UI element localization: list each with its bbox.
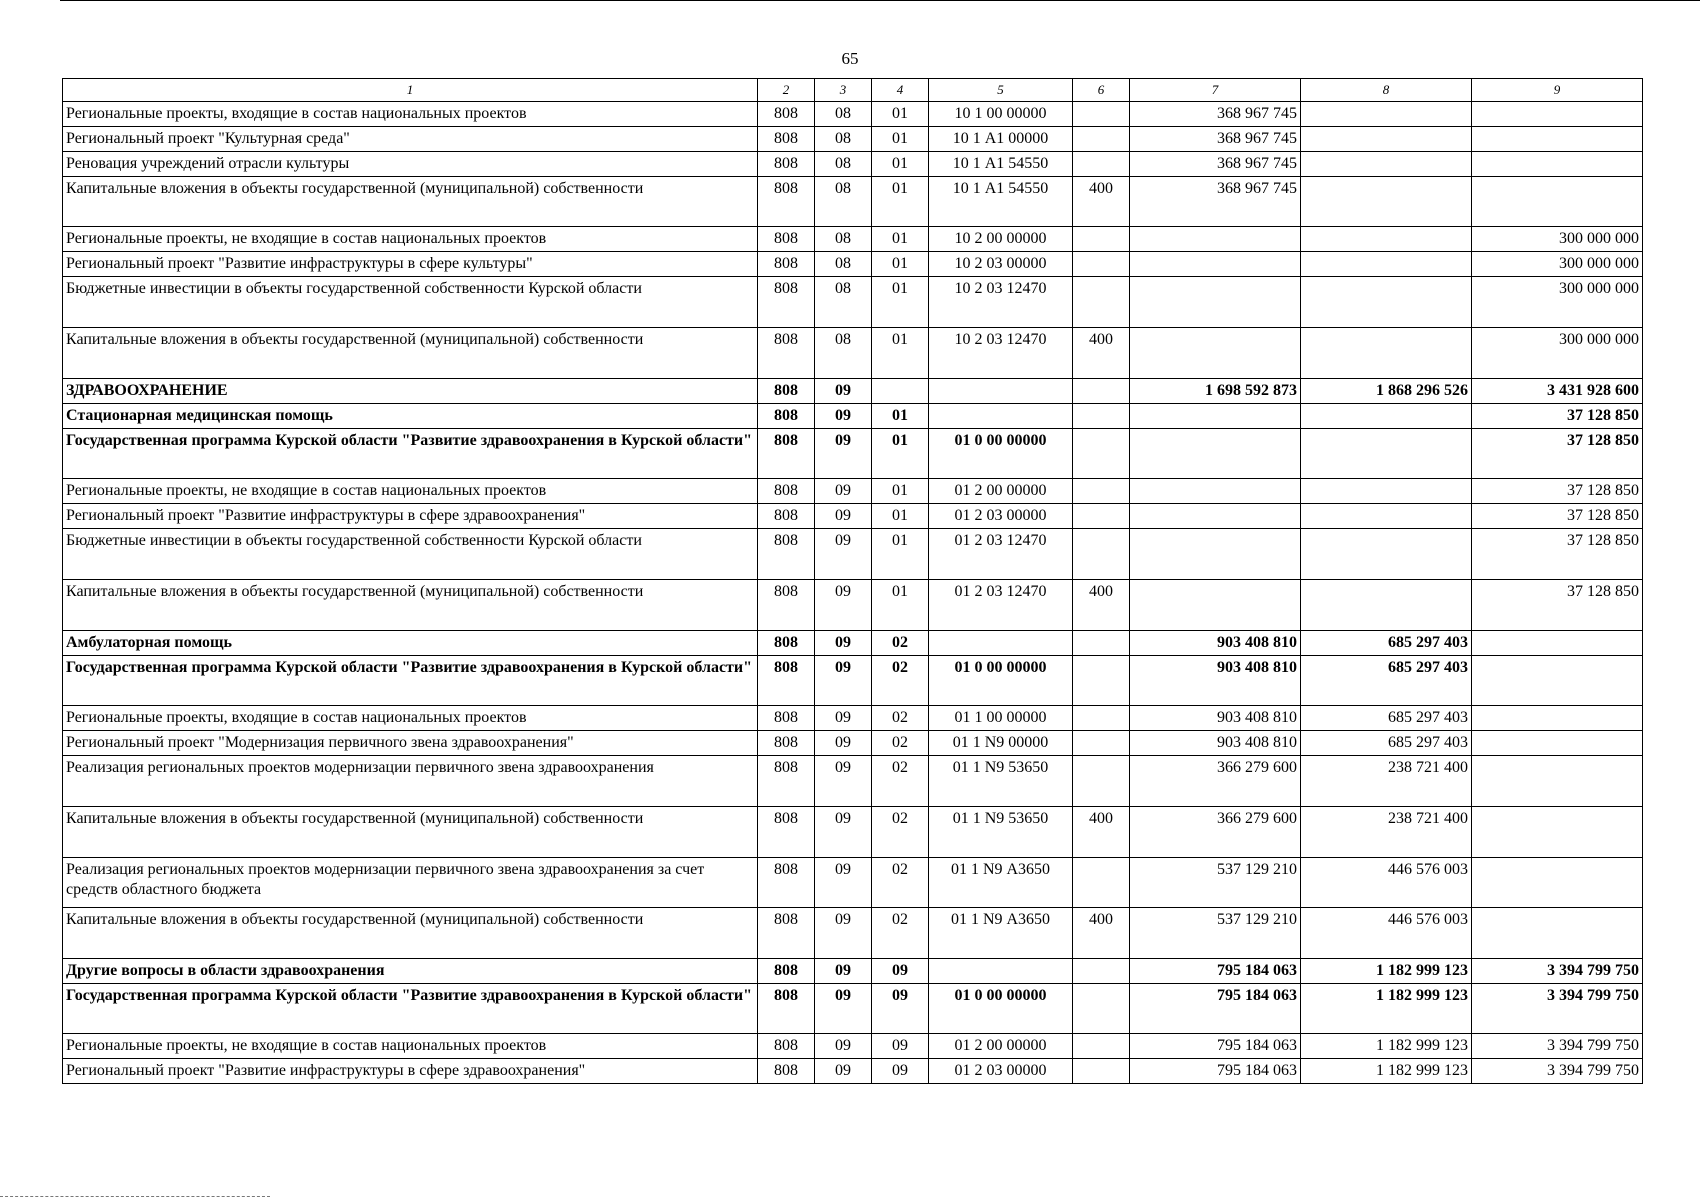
row-name: Другие вопросы в области здравоохранения bbox=[63, 959, 758, 984]
table-row bbox=[63, 1059, 1643, 1084]
cell-section: 08 bbox=[815, 252, 872, 277]
table-row bbox=[63, 959, 1643, 984]
cell-amount-col9: 3 394 799 750 bbox=[1472, 959, 1643, 984]
cell-expense-type bbox=[1073, 1059, 1130, 1084]
cell-section: 09 bbox=[815, 756, 872, 807]
cell-subsection: 09 bbox=[872, 1059, 929, 1084]
cell-ministry-code: 808 bbox=[758, 706, 815, 731]
cell-section: 09 bbox=[815, 479, 872, 504]
cell-expense-type bbox=[1073, 102, 1130, 127]
cell-expense-type bbox=[1073, 479, 1130, 504]
table-row bbox=[63, 252, 1643, 277]
cell-amount-col9 bbox=[1472, 152, 1643, 177]
cell-ministry-code: 808 bbox=[758, 479, 815, 504]
cell-target-article: 10 2 03 12470 bbox=[929, 277, 1073, 328]
cell-subsection: 09 bbox=[872, 959, 929, 984]
cell-target-article: 10 1 А1 00000 bbox=[929, 127, 1073, 152]
cell-subsection: 02 bbox=[872, 908, 929, 959]
cell-amount-col7: 366 279 600 bbox=[1130, 756, 1301, 807]
row-name: Государственная программа Курской области "Развитие здравоохранения в Курской области" bbox=[63, 429, 758, 479]
cell-expense-type bbox=[1073, 152, 1130, 177]
cell-subsection: 09 bbox=[872, 984, 929, 1034]
cell-ministry-code: 808 bbox=[758, 529, 815, 580]
row-name: Капитальные вложения в объекты государственной (муниципальной) собственности bbox=[63, 177, 758, 227]
row-name: Амбулаторная помощь bbox=[63, 631, 758, 656]
row-name: Капитальные вложения в объекты государственной (муниципальной) собственности bbox=[63, 908, 758, 959]
table-body bbox=[63, 102, 1643, 1084]
cell-ministry-code: 808 bbox=[758, 908, 815, 959]
table-row bbox=[63, 706, 1643, 731]
cell-amount-col9: 3 394 799 750 bbox=[1472, 1059, 1643, 1084]
cell-subsection: 01 bbox=[872, 252, 929, 277]
cell-subsection: 02 bbox=[872, 807, 929, 858]
cell-amount-col8 bbox=[1301, 580, 1472, 631]
cell-amount-col9 bbox=[1472, 102, 1643, 127]
cell-section: 09 bbox=[815, 908, 872, 959]
cell-amount-col9 bbox=[1472, 807, 1643, 858]
cell-ministry-code: 808 bbox=[758, 1034, 815, 1059]
table-row bbox=[63, 908, 1643, 959]
cell-amount-col8 bbox=[1301, 479, 1472, 504]
cell-expense-type: 400 bbox=[1073, 177, 1130, 227]
table-row bbox=[63, 858, 1643, 908]
cell-amount-col9: 37 128 850 bbox=[1472, 479, 1643, 504]
cell-target-article: 10 2 03 00000 bbox=[929, 252, 1073, 277]
cell-ministry-code: 808 bbox=[758, 152, 815, 177]
row-name: Государственная программа Курской области "Развитие здравоохранения в Курской области" bbox=[63, 984, 758, 1034]
cell-expense-type bbox=[1073, 706, 1130, 731]
cell-section: 09 bbox=[815, 656, 872, 706]
row-name: Реализация региональных проектов модернизации первичного звена здравоохранения за счет средств областного бюджета bbox=[63, 858, 758, 908]
cell-subsection: 01 bbox=[872, 227, 929, 252]
cell-amount-col7: 903 408 810 bbox=[1130, 731, 1301, 756]
cell-target-article: 01 1 N9 00000 bbox=[929, 731, 1073, 756]
cell-section: 09 bbox=[815, 580, 872, 631]
cell-amount-col8 bbox=[1301, 127, 1472, 152]
cell-amount-col9 bbox=[1472, 631, 1643, 656]
cell-target-article bbox=[929, 404, 1073, 429]
cell-amount-col9 bbox=[1472, 731, 1643, 756]
cell-amount-col9: 37 128 850 bbox=[1472, 404, 1643, 429]
cell-ministry-code: 808 bbox=[758, 731, 815, 756]
cell-ministry-code: 808 bbox=[758, 858, 815, 908]
cell-amount-col9: 37 128 850 bbox=[1472, 504, 1643, 529]
table-row bbox=[63, 379, 1643, 404]
cell-expense-type bbox=[1073, 731, 1130, 756]
cell-amount-col9 bbox=[1472, 756, 1643, 807]
row-name: Региональные проекты, не входящие в состав национальных проектов bbox=[63, 1034, 758, 1059]
table-row bbox=[63, 631, 1643, 656]
cell-ministry-code: 808 bbox=[758, 252, 815, 277]
cell-amount-col8: 685 297 403 bbox=[1301, 656, 1472, 706]
column-header: 4 bbox=[872, 79, 929, 102]
cell-ministry-code: 808 bbox=[758, 429, 815, 479]
cell-amount-col9: 300 000 000 bbox=[1472, 277, 1643, 328]
cell-subsection: 01 bbox=[872, 580, 929, 631]
cell-subsection: 01 bbox=[872, 102, 929, 127]
cell-expense-type bbox=[1073, 858, 1130, 908]
cell-target-article bbox=[929, 631, 1073, 656]
cell-amount-col9: 37 128 850 bbox=[1472, 580, 1643, 631]
cell-amount-col8: 1 182 999 123 bbox=[1301, 1034, 1472, 1059]
cell-subsection: 01 bbox=[872, 429, 929, 479]
cell-target-article: 01 0 00 00000 bbox=[929, 656, 1073, 706]
cell-section: 09 bbox=[815, 429, 872, 479]
cell-amount-col8 bbox=[1301, 252, 1472, 277]
cell-amount-col7: 903 408 810 bbox=[1130, 706, 1301, 731]
cell-amount-col8 bbox=[1301, 429, 1472, 479]
cell-amount-col7: 795 184 063 bbox=[1130, 1059, 1301, 1084]
cell-amount-col9 bbox=[1472, 706, 1643, 731]
cell-expense-type bbox=[1073, 379, 1130, 404]
table-row bbox=[63, 429, 1643, 479]
cell-subsection: 01 bbox=[872, 404, 929, 429]
cell-amount-col7: 537 129 210 bbox=[1130, 858, 1301, 908]
cell-amount-col8: 446 576 003 bbox=[1301, 858, 1472, 908]
cell-subsection: 01 bbox=[872, 277, 929, 328]
cell-amount-col9 bbox=[1472, 127, 1643, 152]
cell-target-article: 01 2 03 00000 bbox=[929, 504, 1073, 529]
cell-amount-col7: 1 698 592 873 bbox=[1130, 379, 1301, 404]
table-row bbox=[63, 756, 1643, 807]
cell-section: 09 bbox=[815, 404, 872, 429]
row-name: Бюджетные инвестиции в объекты государственной собственности Курской области bbox=[63, 529, 758, 580]
page-number: 65 bbox=[841, 49, 859, 68]
row-name: Региональные проекты, входящие в состав национальных проектов bbox=[63, 102, 758, 127]
cell-target-article: 01 1 N9 А3650 bbox=[929, 908, 1073, 959]
budget-table bbox=[62, 78, 1643, 1084]
cell-amount-col9 bbox=[1472, 177, 1643, 227]
cell-amount-col8 bbox=[1301, 152, 1472, 177]
cell-amount-col7: 795 184 063 bbox=[1130, 1034, 1301, 1059]
cell-amount-col7: 368 967 745 bbox=[1130, 152, 1301, 177]
cell-amount-col8 bbox=[1301, 102, 1472, 127]
cell-amount-col7 bbox=[1130, 580, 1301, 631]
table-row bbox=[63, 328, 1643, 379]
cell-amount-col7: 537 129 210 bbox=[1130, 908, 1301, 959]
cell-amount-col7 bbox=[1130, 404, 1301, 429]
cell-section: 09 bbox=[815, 858, 872, 908]
cell-subsection: 01 bbox=[872, 479, 929, 504]
cell-amount-col7 bbox=[1130, 227, 1301, 252]
cell-target-article: 10 2 03 12470 bbox=[929, 328, 1073, 379]
cell-section: 08 bbox=[815, 102, 872, 127]
cell-amount-col8 bbox=[1301, 529, 1472, 580]
table-row bbox=[63, 127, 1643, 152]
cell-amount-col9 bbox=[1472, 908, 1643, 959]
cell-amount-col8 bbox=[1301, 177, 1472, 227]
cell-section: 09 bbox=[815, 504, 872, 529]
column-header: 8 bbox=[1301, 79, 1472, 102]
table-row bbox=[63, 102, 1643, 127]
cell-expense-type bbox=[1073, 127, 1130, 152]
cell-ministry-code: 808 bbox=[758, 807, 815, 858]
cell-expense-type bbox=[1073, 631, 1130, 656]
cell-target-article: 01 2 03 12470 bbox=[929, 580, 1073, 631]
table-row bbox=[63, 1034, 1643, 1059]
cell-amount-col7: 795 184 063 bbox=[1130, 984, 1301, 1034]
table-row bbox=[63, 479, 1643, 504]
row-name: Реализация региональных проектов модернизации первичного звена здравоохранения bbox=[63, 756, 758, 807]
cell-amount-col8: 685 297 403 bbox=[1301, 731, 1472, 756]
cell-target-article bbox=[929, 959, 1073, 984]
cell-amount-col8: 1 868 296 526 bbox=[1301, 379, 1472, 404]
cell-amount-col7: 903 408 810 bbox=[1130, 656, 1301, 706]
cell-subsection: 01 bbox=[872, 328, 929, 379]
cell-amount-col9: 300 000 000 bbox=[1472, 252, 1643, 277]
table-row bbox=[63, 656, 1643, 706]
cell-amount-col8: 1 182 999 123 bbox=[1301, 984, 1472, 1034]
cell-target-article: 01 0 00 00000 bbox=[929, 429, 1073, 479]
cell-amount-col7 bbox=[1130, 328, 1301, 379]
cell-amount-col7: 366 279 600 bbox=[1130, 807, 1301, 858]
cell-target-article: 10 2 00 00000 bbox=[929, 227, 1073, 252]
cell-expense-type bbox=[1073, 959, 1130, 984]
top-rule bbox=[60, 0, 1700, 1]
cell-section: 09 bbox=[815, 706, 872, 731]
cell-expense-type bbox=[1073, 227, 1130, 252]
table-row bbox=[63, 177, 1643, 227]
cell-subsection: 01 bbox=[872, 177, 929, 227]
cell-amount-col9: 300 000 000 bbox=[1472, 328, 1643, 379]
cell-expense-type bbox=[1073, 529, 1130, 580]
table-row bbox=[63, 807, 1643, 858]
cell-amount-col8: 1 182 999 123 bbox=[1301, 1059, 1472, 1084]
cell-subsection: 01 bbox=[872, 529, 929, 580]
cell-ministry-code: 808 bbox=[758, 631, 815, 656]
cell-subsection: 02 bbox=[872, 858, 929, 908]
cell-expense-type: 400 bbox=[1073, 580, 1130, 631]
cell-section: 08 bbox=[815, 277, 872, 328]
cell-amount-col7 bbox=[1130, 479, 1301, 504]
bottom-scan-mark bbox=[0, 1196, 270, 1197]
cell-amount-col9: 3 394 799 750 bbox=[1472, 1034, 1643, 1059]
row-name: Региональный проект "Развитие инфраструктуры в сфере здравоохранения" bbox=[63, 1059, 758, 1084]
cell-expense-type: 400 bbox=[1073, 807, 1130, 858]
row-name: Региональные проекты, входящие в состав национальных проектов bbox=[63, 706, 758, 731]
cell-expense-type bbox=[1073, 756, 1130, 807]
row-name: Капитальные вложения в объекты государственной (муниципальной) собственности bbox=[63, 328, 758, 379]
cell-ministry-code: 808 bbox=[758, 404, 815, 429]
cell-target-article: 01 1 N9 53650 bbox=[929, 807, 1073, 858]
cell-subsection: 01 bbox=[872, 127, 929, 152]
cell-target-article: 01 2 03 12470 bbox=[929, 529, 1073, 580]
cell-amount-col8 bbox=[1301, 328, 1472, 379]
cell-subsection bbox=[872, 379, 929, 404]
table-row bbox=[63, 277, 1643, 328]
cell-expense-type bbox=[1073, 252, 1130, 277]
cell-target-article: 01 2 00 00000 bbox=[929, 1034, 1073, 1059]
cell-ministry-code: 808 bbox=[758, 177, 815, 227]
cell-amount-col7: 903 408 810 bbox=[1130, 631, 1301, 656]
row-name: Региональный проект "Развитие инфраструктуры в сфере культуры" bbox=[63, 252, 758, 277]
cell-target-article: 10 1 А1 54550 bbox=[929, 177, 1073, 227]
cell-amount-col8: 685 297 403 bbox=[1301, 631, 1472, 656]
cell-section: 09 bbox=[815, 807, 872, 858]
row-name: Бюджетные инвестиции в объекты государственной собственности Курской области bbox=[63, 277, 758, 328]
cell-target-article: 10 1 А1 54550 bbox=[929, 152, 1073, 177]
cell-amount-col8: 238 721 400 bbox=[1301, 807, 1472, 858]
column-header: 9 bbox=[1472, 79, 1643, 102]
cell-section: 08 bbox=[815, 177, 872, 227]
cell-ministry-code: 808 bbox=[758, 227, 815, 252]
cell-section: 09 bbox=[815, 731, 872, 756]
cell-target-article: 01 1 00 00000 bbox=[929, 706, 1073, 731]
cell-section: 09 bbox=[815, 529, 872, 580]
cell-amount-col9: 3 394 799 750 bbox=[1472, 984, 1643, 1034]
row-name: Региональный проект "Развитие инфраструктуры в сфере здравоохранения" bbox=[63, 504, 758, 529]
row-name: ЗДРАВООХРАНЕНИЕ bbox=[63, 379, 758, 404]
row-name: Стационарная медицинская помощь bbox=[63, 404, 758, 429]
cell-section: 08 bbox=[815, 127, 872, 152]
cell-ministry-code: 808 bbox=[758, 1059, 815, 1084]
cell-expense-type: 400 bbox=[1073, 908, 1130, 959]
cell-subsection: 02 bbox=[872, 631, 929, 656]
cell-section: 09 bbox=[815, 631, 872, 656]
row-name: Государственная программа Курской области "Развитие здравоохранения в Курской области" bbox=[63, 656, 758, 706]
table-row bbox=[63, 404, 1643, 429]
cell-target-article: 10 1 00 00000 bbox=[929, 102, 1073, 127]
cell-amount-col7 bbox=[1130, 252, 1301, 277]
cell-amount-col7 bbox=[1130, 277, 1301, 328]
column-header: 6 bbox=[1073, 79, 1130, 102]
cell-expense-type bbox=[1073, 429, 1130, 479]
cell-ministry-code: 808 bbox=[758, 379, 815, 404]
cell-ministry-code: 808 bbox=[758, 756, 815, 807]
cell-section: 08 bbox=[815, 227, 872, 252]
cell-amount-col9: 300 000 000 bbox=[1472, 227, 1643, 252]
cell-expense-type bbox=[1073, 404, 1130, 429]
cell-amount-col8: 446 576 003 bbox=[1301, 908, 1472, 959]
cell-target-article: 01 2 03 00000 bbox=[929, 1059, 1073, 1084]
cell-ministry-code: 808 bbox=[758, 656, 815, 706]
cell-expense-type bbox=[1073, 277, 1130, 328]
table-row bbox=[63, 580, 1643, 631]
row-name: Капитальные вложения в объекты государственной (муниципальной) собственности bbox=[63, 580, 758, 631]
cell-target-article: 01 0 00 00000 bbox=[929, 984, 1073, 1034]
cell-section: 08 bbox=[815, 328, 872, 379]
row-name: Реновация учреждений отрасли культуры bbox=[63, 152, 758, 177]
table-row bbox=[63, 731, 1643, 756]
column-number-row bbox=[63, 79, 1643, 102]
cell-ministry-code: 808 bbox=[758, 102, 815, 127]
cell-amount-col8 bbox=[1301, 277, 1472, 328]
cell-section: 09 bbox=[815, 959, 872, 984]
cell-section: 09 bbox=[815, 379, 872, 404]
table-row bbox=[63, 529, 1643, 580]
cell-amount-col7: 795 184 063 bbox=[1130, 959, 1301, 984]
cell-expense-type bbox=[1073, 504, 1130, 529]
row-name: Региональные проекты, не входящие в состав национальных проектов bbox=[63, 479, 758, 504]
cell-amount-col7: 368 967 745 bbox=[1130, 102, 1301, 127]
cell-amount-col8: 685 297 403 bbox=[1301, 706, 1472, 731]
cell-amount-col8: 1 182 999 123 bbox=[1301, 959, 1472, 984]
cell-ministry-code: 808 bbox=[758, 504, 815, 529]
cell-subsection: 09 bbox=[872, 1034, 929, 1059]
cell-amount-col7: 368 967 745 bbox=[1130, 177, 1301, 227]
row-name: Региональный проект "Модернизация первичного звена здравоохранения" bbox=[63, 731, 758, 756]
cell-subsection: 02 bbox=[872, 656, 929, 706]
column-header: 5 bbox=[929, 79, 1073, 102]
cell-amount-col9 bbox=[1472, 656, 1643, 706]
cell-amount-col8 bbox=[1301, 504, 1472, 529]
table-row bbox=[63, 227, 1643, 252]
cell-amount-col7 bbox=[1130, 529, 1301, 580]
cell-expense-type bbox=[1073, 1034, 1130, 1059]
cell-section: 09 bbox=[815, 1034, 872, 1059]
cell-amount-col9: 3 431 928 600 bbox=[1472, 379, 1643, 404]
cell-ministry-code: 808 bbox=[758, 127, 815, 152]
cell-subsection: 02 bbox=[872, 706, 929, 731]
table-row bbox=[63, 504, 1643, 529]
row-name: Региональный проект "Культурная среда" bbox=[63, 127, 758, 152]
cell-amount-col9: 37 128 850 bbox=[1472, 529, 1643, 580]
cell-amount-col9: 37 128 850 bbox=[1472, 429, 1643, 479]
column-header: 1 bbox=[63, 79, 758, 102]
cell-amount-col8 bbox=[1301, 227, 1472, 252]
cell-amount-col8 bbox=[1301, 404, 1472, 429]
column-header: 2 bbox=[758, 79, 815, 102]
cell-ministry-code: 808 bbox=[758, 984, 815, 1034]
cell-ministry-code: 808 bbox=[758, 580, 815, 631]
cell-target-article: 01 1 N9 53650 bbox=[929, 756, 1073, 807]
cell-subsection: 01 bbox=[872, 504, 929, 529]
cell-ministry-code: 808 bbox=[758, 328, 815, 379]
cell-subsection: 02 bbox=[872, 731, 929, 756]
cell-amount-col7: 368 967 745 bbox=[1130, 127, 1301, 152]
cell-target-article: 01 2 00 00000 bbox=[929, 479, 1073, 504]
cell-ministry-code: 808 bbox=[758, 277, 815, 328]
cell-target-article: 01 1 N9 А3650 bbox=[929, 858, 1073, 908]
cell-amount-col8: 238 721 400 bbox=[1301, 756, 1472, 807]
table-row bbox=[63, 984, 1643, 1034]
cell-subsection: 02 bbox=[872, 756, 929, 807]
cell-amount-col9 bbox=[1472, 858, 1643, 908]
cell-expense-type: 400 bbox=[1073, 328, 1130, 379]
cell-subsection: 01 bbox=[872, 152, 929, 177]
column-header: 3 bbox=[815, 79, 872, 102]
column-header: 7 bbox=[1130, 79, 1301, 102]
row-name: Региональные проекты, не входящие в состав национальных проектов bbox=[63, 227, 758, 252]
cell-target-article bbox=[929, 379, 1073, 404]
table-row bbox=[63, 152, 1643, 177]
cell-amount-col7 bbox=[1130, 504, 1301, 529]
row-name: Капитальные вложения в объекты государственной (муниципальной) собственности bbox=[63, 807, 758, 858]
cell-section: 09 bbox=[815, 1059, 872, 1084]
cell-amount-col7 bbox=[1130, 429, 1301, 479]
cell-ministry-code: 808 bbox=[758, 959, 815, 984]
cell-section: 08 bbox=[815, 152, 872, 177]
cell-section: 09 bbox=[815, 984, 872, 1034]
cell-expense-type bbox=[1073, 984, 1130, 1034]
cell-expense-type bbox=[1073, 656, 1130, 706]
